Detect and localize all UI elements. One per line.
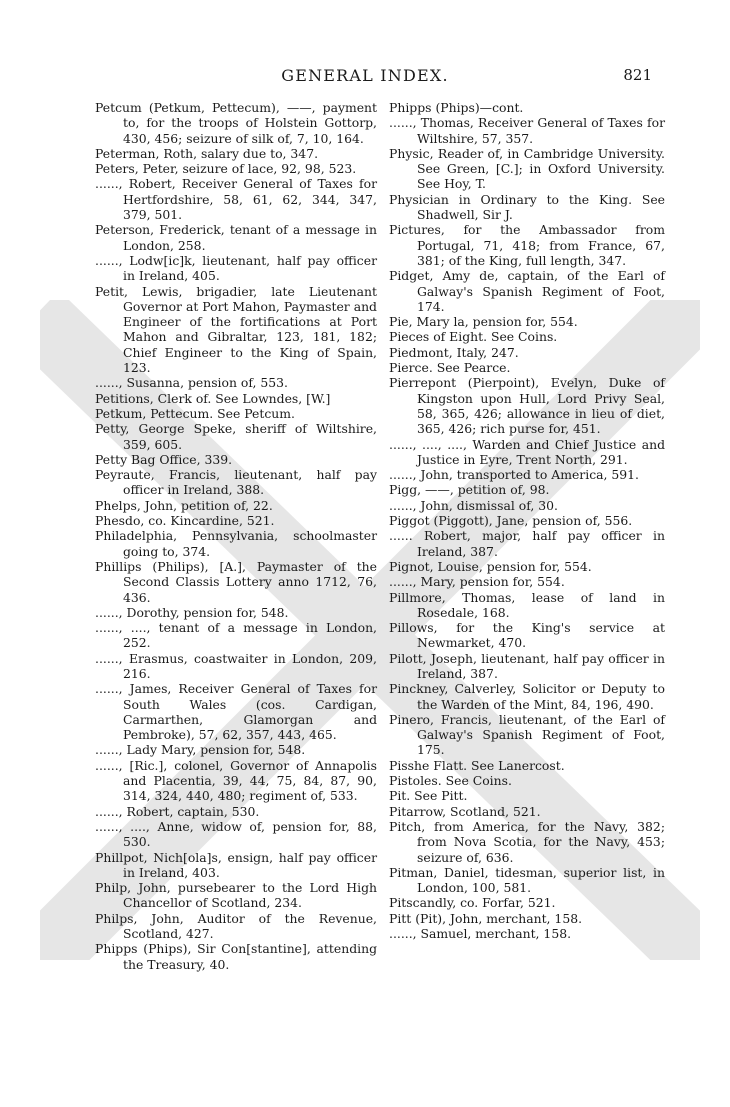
index-entry: ......, Mary, pension for, 554. bbox=[389, 574, 565, 590]
index-entry: Pillows, for the King's service at Newmarket, 470. bbox=[389, 620, 665, 651]
index-entry: ......, Susanna, pension of, 553. bbox=[95, 375, 288, 391]
page-title: GENERAL INDEX. bbox=[281, 66, 449, 85]
index-entry: Pidget, Amy de, captain, of the Earl of Galway's Spanish Regiment of Foot, 174. bbox=[389, 268, 665, 314]
index-entry: ...... Robert, major, half pay officer in Ireland, 387. bbox=[389, 528, 665, 559]
index-entry: Pitscandly, co. Forfar, 521. bbox=[389, 895, 556, 911]
index-entry: Petkum, Pettecum. See Petcum. bbox=[95, 405, 295, 421]
index-entry: Phesdo, co. Kincardine, 521. bbox=[95, 513, 275, 529]
index-entry: Pie, Mary la, pension for, 554. bbox=[389, 314, 578, 330]
index-entry: ......, Erasmus, coastwaiter in London, 209, 216. bbox=[95, 650, 377, 681]
index-entry: ......, ...., Anne, widow of, pension for, 88, 530. bbox=[95, 818, 377, 850]
index-entry: ......, John, transported to America, 591. bbox=[389, 467, 639, 483]
index-column-left bbox=[95, 100, 377, 972]
index-entry: Philp, John, pursebearer to the Lord High Chancellor of Scotland, 234. bbox=[95, 880, 377, 911]
index-entry: Piedmont, Italy, 247. bbox=[389, 344, 519, 360]
index-entry: Phelps, John, petition of, 22. bbox=[95, 497, 273, 513]
index-entry: ......, Samuel, merchant, 158. bbox=[389, 926, 572, 942]
index-entry: Pilott, Joseph, lieutenant, half pay officer in Ireland, 387. bbox=[389, 650, 665, 681]
index-entry: Petit, Lewis, brigadier, late Lieutenant Governor at Port Mahon, Paymaster and Engineer of the fortifications at Port Mahon and Gibraltar, 123, 181, 182; Chief Engineer to the King of Spain, 123. bbox=[95, 283, 377, 376]
index-entry: Pinckney, Calverley, Solicitor or Deputy to the Warden of the Mint, 84, 196, 490. bbox=[389, 681, 665, 712]
index-entry: Petty, George Speke, sheriff of Wiltshire, 359, 605. bbox=[95, 421, 377, 452]
index-entry: ......, [Ric.], colonel, Governor of Annapolis and Placentia, 39, 44, 75, 84, 87, 90, 314, 324, 440, 480; regiment of, 533. bbox=[95, 757, 377, 804]
index-entry: Peyraute, Francis, lieutenant, half pay officer in Ireland, 388. bbox=[95, 467, 377, 498]
index-entry: Pitt (Pit), John, merchant, 158. bbox=[389, 910, 583, 926]
index-entry: Pitch, from America, for the Navy, 382; from Nova Scotia, for the Navy, 453; seizure of, 636. bbox=[389, 818, 665, 865]
index-entry: Piggot (Piggott), Jane, pension of, 556. bbox=[389, 513, 633, 529]
index-entry: Philadelphia, Pennsylvania, schoolmaster going to, 374. bbox=[95, 528, 377, 559]
index-entry: Phillpot, Nich[ola]s, ensign, half pay officer in Ireland, 403. bbox=[95, 849, 377, 880]
page-number: 821 bbox=[623, 66, 652, 84]
page-header bbox=[0, 66, 730, 90]
index-entry: Pistoles. See Coins. bbox=[389, 773, 512, 789]
index-entry: Physic, Reader of, in Cambridge University. See Green, [C.]; in Oxford University. See Hoy, T. bbox=[389, 145, 665, 192]
index-entry: Peters, Peter, seizure of lace, 92, 98, 523. bbox=[95, 161, 357, 177]
index-entry: Phillips (Philips), [A.], Paymaster of the Second Classis Lottery anno 1712, 76, 436. bbox=[95, 558, 377, 605]
index-entry: Pieces of Eight. See Coins. bbox=[389, 329, 558, 345]
index-entry: Pictures, for the Ambassador from Portugal, 71, 418; from France, 67, 381; of the King, full length, 347. bbox=[389, 222, 665, 268]
index-entry: Pisshe Flatt. See Lanercost. bbox=[389, 757, 565, 773]
index-entry: Pierrepont (Pierpoint), Evelyn, Duke of Kingston upon Hull, Lord Privy Seal, 58, 365, 426; allowance in lieu of diet, 365, 426; rich purse for, 451. bbox=[389, 375, 665, 437]
index-entry: ......, ...., tenant of a message in London, 252. bbox=[95, 620, 377, 651]
index-entry: ......, Robert, captain, 530. bbox=[95, 803, 260, 819]
index-entry: Pinero, Francis, lieutenant, of the Earl of Galway's Spanish Regiment of Foot, 175. bbox=[389, 711, 665, 758]
index-entry: ......, Lodw[ic]k, lieutenant, half pay officer in Ireland, 405. bbox=[95, 252, 377, 284]
index-entry: ......, Lady Mary, pension for, 548. bbox=[95, 742, 306, 758]
index-entry: Phipps (Phips)—cont. bbox=[389, 100, 524, 115]
index-column-right bbox=[389, 100, 665, 941]
index-entry: Petcum (Petkum, Pettecum), ——, payment to, for the troops of Holstein Gottorp, 430, 456; seizure of silk of, 7, 10, 164. bbox=[95, 100, 377, 146]
index-entry: Pitman, Daniel, tidesman, superior list, in London, 100, 581. bbox=[389, 864, 665, 896]
index-entry: Physician in Ordinary to the King. See Shadwell, Sir J. bbox=[389, 191, 665, 223]
index-entry: Petitions, Clerk of. See Lowndes, [W.] bbox=[95, 390, 331, 406]
index-entry: Petty Bag Office, 339. bbox=[95, 451, 233, 467]
index-entry: Pitarrow, Scotland, 521. bbox=[389, 803, 541, 819]
index-entry: Pigg, ——, petition of, 98. bbox=[389, 482, 550, 498]
index-entry: ......, ...., ...., Warden and Chief Justice and Justice in Eyre, Trent North, 291. bbox=[389, 436, 665, 467]
index-entry: Phipps (Phips), Sir Con[stantine], attending the Treasury, 40. bbox=[95, 941, 377, 972]
index-entry: Peterson, Frederick, tenant of a message in London, 258. bbox=[95, 222, 377, 253]
index-entry: Pignot, Louise, pension for, 554. bbox=[389, 558, 592, 574]
index-entry: Pillmore, Thomas, lease of land in Rosedale, 168. bbox=[389, 589, 665, 620]
index-entry: ......, James, Receiver General of Taxes for South Wales (cos. Cardigan, Carmarthen, Glamorgan and Pembroke), 57, 62, 357, 443, 465. bbox=[95, 681, 377, 743]
index-entry: ......, Robert, Receiver General of Taxes for Hertfordshire, 58, 61, 62, 344, 347, 379, 501. bbox=[95, 176, 377, 223]
index-entry: ......, John, dismissal of, 30. bbox=[389, 497, 558, 513]
index-entry: ......, Dorothy, pension for, 548. bbox=[95, 604, 289, 620]
index-entry: Pit. See Pitt. bbox=[389, 788, 468, 804]
index-entry: Philps, John, Auditor of the Revenue, Scotland, 427. bbox=[95, 910, 377, 942]
index-entry: Pierce. See Pearce. bbox=[389, 360, 511, 376]
index-entry: ......, Thomas, Receiver General of Taxes for Wiltshire, 57, 357. bbox=[389, 115, 665, 146]
index-entry: Peterman, Roth, salary due to, 347. bbox=[95, 145, 319, 161]
